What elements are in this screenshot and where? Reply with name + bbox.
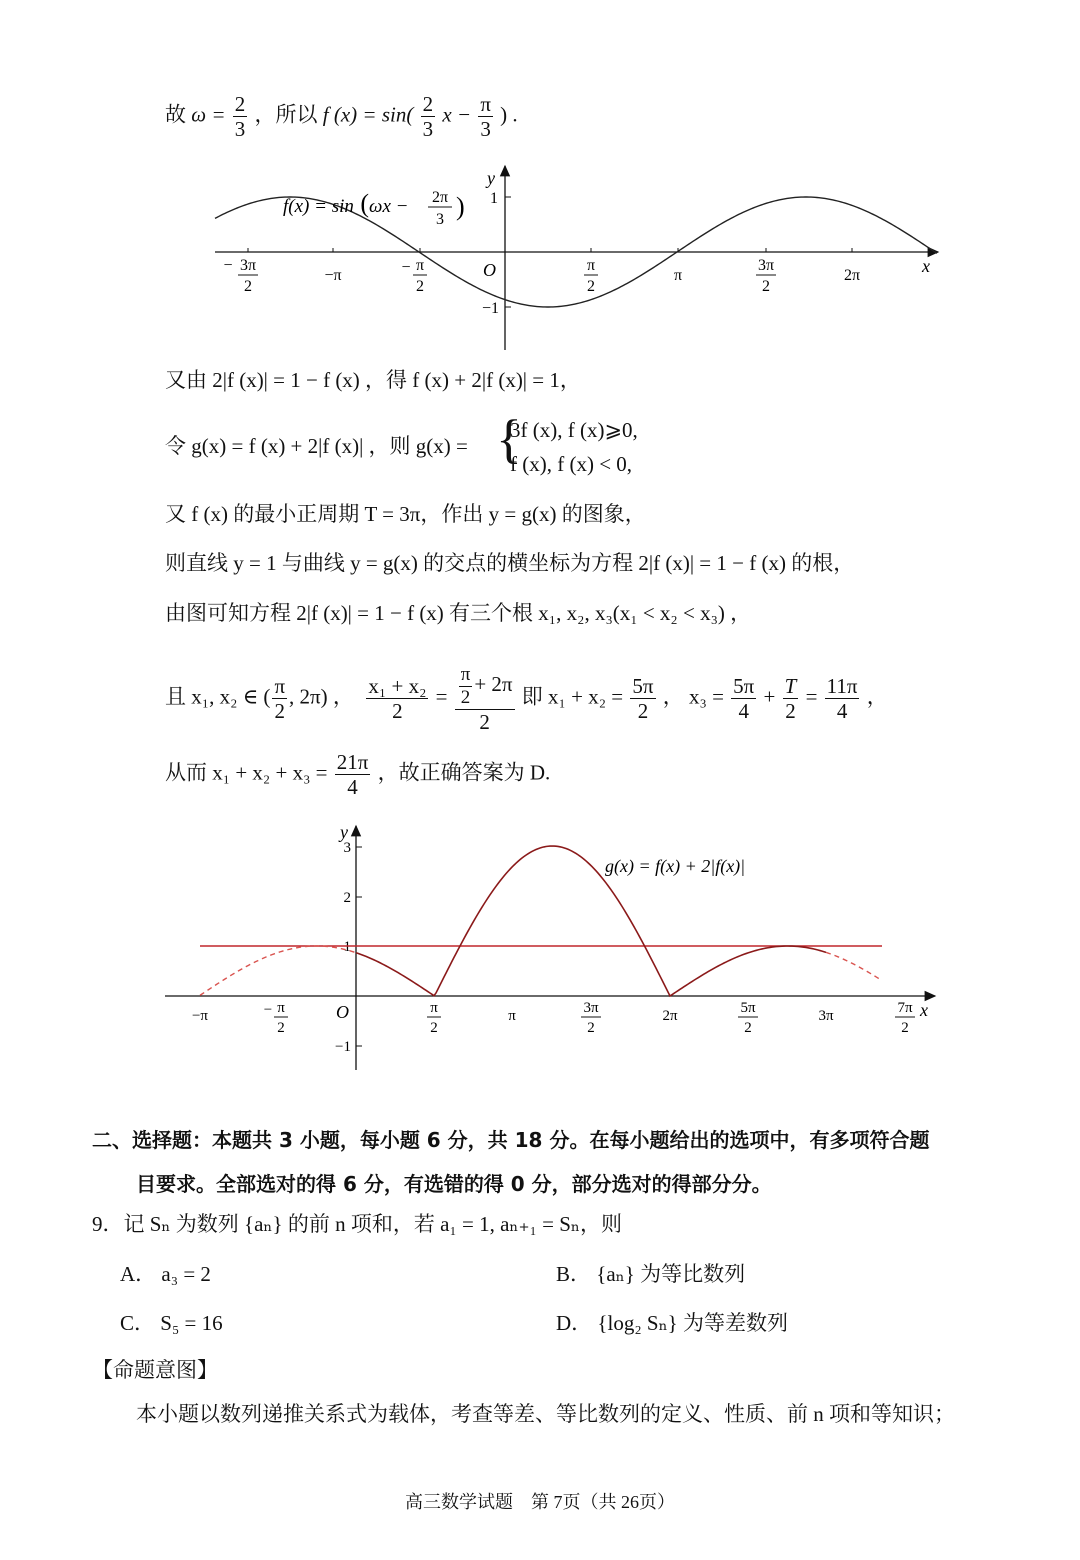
svg-text:2: 2 bbox=[901, 1020, 909, 1036]
svg-text:2: 2 bbox=[430, 1020, 438, 1036]
svg-text:2: 2 bbox=[587, 278, 595, 295]
svg-text:π: π bbox=[673, 267, 683, 284]
line-omega: 故 ω = $\frac{2}{3}$ ，所以 f (x) = sin( $\frac{2}{3}$ x − $\frac{\pi}{3}$ ) . bbox=[165, 92, 518, 142]
line-g-definition: 令 g(x) = f (x) + 2|f (x)| ，则 g(x) = bbox=[165, 434, 468, 458]
svg-text:3π: 3π bbox=[818, 1008, 834, 1024]
svg-text:2π: 2π bbox=[662, 1008, 678, 1024]
piecewise-case-2: f (x), f (x) < 0, bbox=[510, 452, 633, 476]
piecewise-brace: { bbox=[496, 409, 522, 469]
svg-text:2π: 2π bbox=[843, 267, 861, 284]
svg-text:−: − bbox=[401, 259, 411, 276]
g-curve bbox=[356, 846, 826, 996]
svg-text:π: π bbox=[277, 1000, 285, 1016]
svg-text:−: − bbox=[223, 257, 233, 274]
sine-graph bbox=[200, 160, 960, 355]
svg-text:−: − bbox=[263, 1002, 273, 1018]
origin-label: O bbox=[483, 260, 496, 280]
piecewise-case-1: 3f (x), f (x)⩾0, bbox=[510, 418, 638, 442]
line-sum-roots: 且 x₁, x₂ ∈ ( $\frac{\pi}{2}$ , 2π) ， $\frac{\text{x₁ + x₂}}{2}$ = $\frac{\pi}{2}$ + 2π 2 即 x₁ + x₂ = $\frac{5\pi}{2}$ ， x₃ = $\frac{5\pi}{4}$ + $\frac{T}{2}$ = $\frac{11\pi}{4}$ ， bbox=[165, 664, 888, 734]
axis-x-label: x bbox=[922, 256, 930, 276]
svg-text:2: 2 bbox=[762, 278, 770, 295]
svg-text:3π: 3π bbox=[239, 257, 257, 274]
origin-label: O bbox=[336, 1002, 349, 1022]
svg-text:2: 2 bbox=[343, 890, 351, 906]
option-c: C． S₅ = 16 bbox=[120, 1311, 223, 1335]
dashed-curve-right bbox=[826, 952, 882, 980]
page-footer: 高三数学试题 第 7页（共 26页） bbox=[405, 1492, 675, 1512]
intent-heading: 【命题意图】 bbox=[92, 1358, 218, 1382]
svg-text:3: 3 bbox=[343, 840, 351, 856]
svg-text:−1: −1 bbox=[335, 1039, 351, 1055]
section-title-1: 二、选择题：本题共 3 小题，每小题 6 分，共 18 分。在每小题给出的选项中，有多项符合题 bbox=[92, 1128, 930, 1152]
y-tick-labels bbox=[335, 840, 362, 1055]
svg-text:3π: 3π bbox=[757, 257, 775, 274]
curve-label bbox=[283, 189, 465, 228]
axis-y-label: y bbox=[340, 822, 348, 842]
svg-text:π: π bbox=[415, 257, 425, 274]
x-tick-labels bbox=[192, 1000, 915, 1036]
svg-text:3π: 3π bbox=[583, 1000, 599, 1016]
line-three-roots: 由图可知方程 2|f (x)| = 1 − f (x) 有三个根 x₁, x₂, x₃(x₁ < x₂ < x₃) ， bbox=[165, 601, 752, 625]
dashed-curve-left bbox=[200, 946, 356, 995]
svg-text:f(x) = sin (ωx −: f(x) = sin (ωx − bbox=[283, 189, 409, 218]
svg-text:π: π bbox=[430, 1000, 438, 1016]
option-d: D． {log₂ Sₙ} 为等差数列 bbox=[556, 1311, 789, 1335]
axis-y-label: y bbox=[487, 168, 495, 188]
svg-text:2π: 2π bbox=[431, 189, 449, 206]
y-tick-1: 1 bbox=[490, 190, 498, 207]
line-equation-1: 又由 2|f (x)| = 1 − f (x) ，得 f (x) + 2|f (x)| = 1， bbox=[165, 368, 581, 392]
option-b: B． {aₙ} 为等比数列 bbox=[556, 1262, 746, 1286]
svg-text:−π: −π bbox=[324, 267, 342, 284]
intent-text: 本小题以数列递推关系式为载体，考查等差、等比数列的定义、性质、前 n 项和等知识； bbox=[136, 1402, 955, 1426]
svg-text:7π: 7π bbox=[897, 1000, 913, 1016]
svg-text:2: 2 bbox=[744, 1020, 752, 1036]
section-title-2: 目要求。全部选对的得 6 分，有选错的得 0 分，部分选对的得部分分。 bbox=[136, 1172, 772, 1196]
svg-text:−π: −π bbox=[191, 1008, 209, 1024]
option-a: A． a₃ = 2 bbox=[120, 1262, 211, 1286]
y-tick-neg1: −1 bbox=[482, 300, 500, 317]
svg-text:5π: 5π bbox=[740, 1000, 756, 1016]
svg-text:3: 3 bbox=[436, 211, 444, 228]
line-answer: 从而 x₁ + x₂ + x₃ = $\frac{21\pi}{4}$ ，故正确答案为 D. bbox=[165, 750, 551, 800]
svg-text:2: 2 bbox=[587, 1020, 595, 1036]
svg-text:): ) bbox=[456, 192, 465, 221]
line-period: 又 f (x) 的最小正周期 T = 3π，作出 y = g(x) 的图象， bbox=[165, 502, 646, 526]
svg-text:π: π bbox=[508, 1008, 516, 1024]
axis-x-label: x bbox=[920, 1000, 928, 1020]
svg-text:2: 2 bbox=[244, 278, 252, 295]
x-tick-labels bbox=[223, 248, 860, 295]
g-graph bbox=[150, 820, 950, 1075]
svg-text:π: π bbox=[586, 257, 596, 274]
svg-text:2: 2 bbox=[416, 278, 424, 295]
line-intersection: 则直线 y = 1 与曲线 y = g(x) 的交点的横坐标为方程 2|f (x)| = 1 − f (x) 的根， bbox=[165, 551, 855, 575]
g-curve-label: g(x) = f(x) + 2|f(x)| bbox=[605, 856, 746, 876]
svg-text:2: 2 bbox=[277, 1020, 285, 1036]
question-9-stem: 9．记 Sₙ 为数列 {aₙ} 的前 n 项和，若 a₁ = 1, aₙ₊₁ = Sₙ，则 bbox=[92, 1212, 622, 1236]
svg-text:1: 1 bbox=[343, 939, 351, 955]
